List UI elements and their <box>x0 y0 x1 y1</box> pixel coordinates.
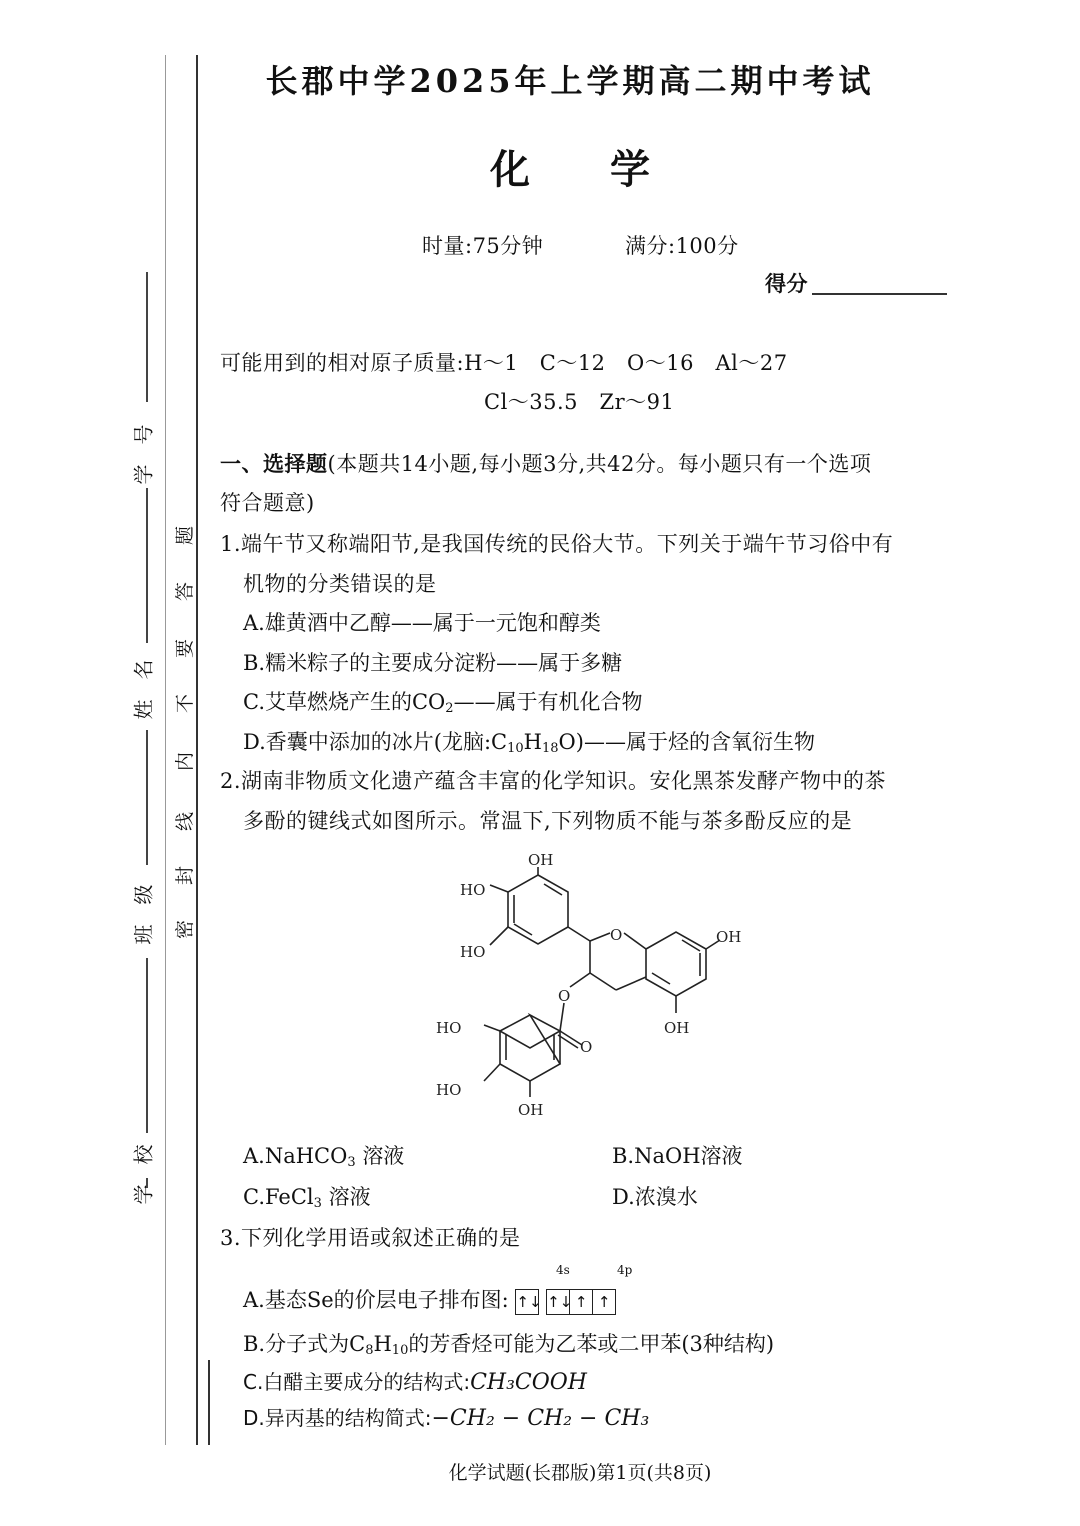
q2-stem-2: 多酚的键线式如图所示。常温下,下列物质不能与茶多酚反应的是 <box>243 809 853 833</box>
orbital-label-4s: 4s <box>556 1263 570 1277</box>
seal-char: 密 <box>174 919 197 940</box>
ring-a <box>646 932 706 996</box>
seal-char: 要 <box>174 638 197 659</box>
oh-galloyl-3: OH <box>518 1101 544 1119</box>
seal-char: 答 <box>174 581 197 602</box>
q2-c-post: 溶液 <box>328 1185 371 1209</box>
q1-d-mid: H <box>523 730 542 754</box>
ring-oxygen: O <box>610 926 623 944</box>
side-student-no: 学 号 <box>131 424 156 485</box>
section-desc-2: 符合题意) <box>220 491 315 515</box>
class-field[interactable] <box>146 730 148 865</box>
q3-b-text: B.分子式为C <box>243 1332 366 1356</box>
tea-polyphenol-structure <box>420 845 760 1140</box>
q2-c-text: C.FeCl <box>243 1185 314 1209</box>
ho-lower-left: HO <box>460 943 486 961</box>
atomic-masses-line1: 可能用到的相对原子质量:H～1 C～12 O～16 Al～27 <box>220 351 788 375</box>
section-heading <box>220 448 871 478</box>
score-label: 得分 <box>765 271 808 296</box>
q3-option-a[interactable] <box>243 1284 616 1315</box>
orbital-label-4p: 4p <box>617 1263 633 1277</box>
q1-d-sub2: 18 <box>541 741 559 756</box>
q1-option-d[interactable] <box>243 726 815 756</box>
carbonyl-oxygen: O <box>580 1038 593 1056</box>
q3-option-b[interactable] <box>243 1328 774 1358</box>
q1-stem-1: 1.端午节又称端阳节,是我国传统的民俗大节。下列关于端午节习俗中有 <box>220 532 894 556</box>
seal-char: 封 <box>174 865 197 886</box>
binding-line-outer <box>165 55 166 1445</box>
ring-galloyl <box>500 1015 560 1081</box>
full-score: 满分:100分 <box>625 234 739 258</box>
q2-option-d[interactable]: D.浓溴水 <box>612 1185 698 1209</box>
q1-option-b[interactable]: B.糯米粽子的主要成分淀粉——属于多糖 <box>243 651 623 675</box>
side-name: 姓 名 <box>131 659 156 720</box>
orbital-4s-box: ↑↓ <box>515 1289 539 1315</box>
ho-galloyl-1: HO <box>436 1019 462 1037</box>
student-no-field[interactable] <box>146 272 148 402</box>
q2-option-a[interactable] <box>243 1140 404 1170</box>
class-field-lower[interactable] <box>146 958 148 1133</box>
ring-b <box>508 875 568 944</box>
oh-bottom: OH <box>664 1019 690 1037</box>
q3-option-c[interactable] <box>243 1366 587 1395</box>
q1-c-post: ——属于有机化合物 <box>453 690 643 714</box>
page-footer: 化学试题(长郡版)第1页(共8页) <box>448 1462 712 1484</box>
q1-option-c[interactable] <box>243 686 643 716</box>
binding-line-bottom <box>208 1360 210 1445</box>
name-field[interactable] <box>146 488 148 643</box>
oh-top: OH <box>528 851 554 869</box>
oh-right: OH <box>716 928 742 946</box>
orbital-4p-box: ↑↓ <box>546 1289 570 1315</box>
q3-a-text: A.基态Se的价层电子排布图: <box>243 1288 509 1312</box>
q2-stem-1: 2.湖南非物质文化遗产蕴含丰富的化学知识。安化黑茶发酵产物中的茶 <box>220 769 887 793</box>
q2-option-b[interactable]: B.NaOH溶液 <box>612 1144 743 1168</box>
seal-char: 不 <box>174 693 197 714</box>
side-class: 班 级 <box>131 884 156 945</box>
atomic-masses-line2: Cl～35.5 Zr～91 <box>484 390 675 414</box>
q2-a-text: A.NaHCO <box>243 1144 348 1168</box>
time-label: 时量:75分钟 <box>422 234 544 258</box>
q3-c-text: C.白醋主要成分的结构式: <box>243 1370 471 1394</box>
q1-c-text: C.艾草燃烧产生的CO <box>243 690 446 714</box>
q3-c-formula: CH₃COOH <box>470 1370 587 1395</box>
q1-d-post: O)——属于烃的含氧衍生物 <box>558 730 815 754</box>
q2-a-post: 溶液 <box>362 1144 405 1168</box>
binding-line-inner <box>196 55 198 1445</box>
q1-d-sub1: 10 <box>507 741 524 756</box>
section-title: 一、选择题 <box>220 451 328 476</box>
orbital-4p-box: ↑ <box>570 1289 593 1315</box>
q2-c-sub: 3 <box>313 1196 322 1211</box>
ho-upper-left: HO <box>460 881 486 899</box>
q2-option-c[interactable] <box>243 1181 371 1211</box>
section-desc: (本题共14小题,每小题3分,共42分。每小题只有一个选项 <box>327 452 872 476</box>
q2-a-sub: 3 <box>347 1155 356 1170</box>
q1-option-a[interactable]: A.雄黄酒中乙醇——属于一元饱和醇类 <box>243 611 601 635</box>
q3-b-mid: H <box>373 1332 392 1356</box>
q3-stem: 3.下列化学用语或叙述正确的是 <box>220 1226 521 1250</box>
orbital-4p-group <box>546 1289 616 1315</box>
q3-b-sub1: 8 <box>365 1343 374 1358</box>
subject-title: 化 学 <box>490 146 650 193</box>
seal-char: 线 <box>174 811 197 832</box>
q1-stem-2: 机物的分类错误的是 <box>243 572 437 596</box>
q3-b-sub2: 10 <box>391 1343 409 1358</box>
seal-char: 内 <box>174 751 197 772</box>
exam-title: 长郡中学2025年上学期高二期中考试 <box>265 62 875 100</box>
side-school: 学 校 <box>131 1144 156 1205</box>
q3-d-formula: −CH₂ − CH₂ − CH₃ <box>431 1406 650 1431</box>
q3-d-text: D.异丙基的结构简式: <box>243 1406 432 1430</box>
q3-b-post: 的芳香烃可能为乙苯或二甲苯(3种结构) <box>408 1332 775 1356</box>
q1-c-sub: 2 <box>445 701 454 716</box>
ho-galloyl-2: HO <box>436 1081 462 1099</box>
q1-d-text: D.香囊中添加的冰片(龙脑:C <box>243 730 508 754</box>
ester-oxygen: O <box>558 987 571 1005</box>
seal-char: 题 <box>174 525 197 546</box>
score-field[interactable] <box>812 293 947 295</box>
q3-option-d[interactable] <box>243 1402 649 1431</box>
orbital-4p-box: ↑ <box>593 1289 616 1315</box>
